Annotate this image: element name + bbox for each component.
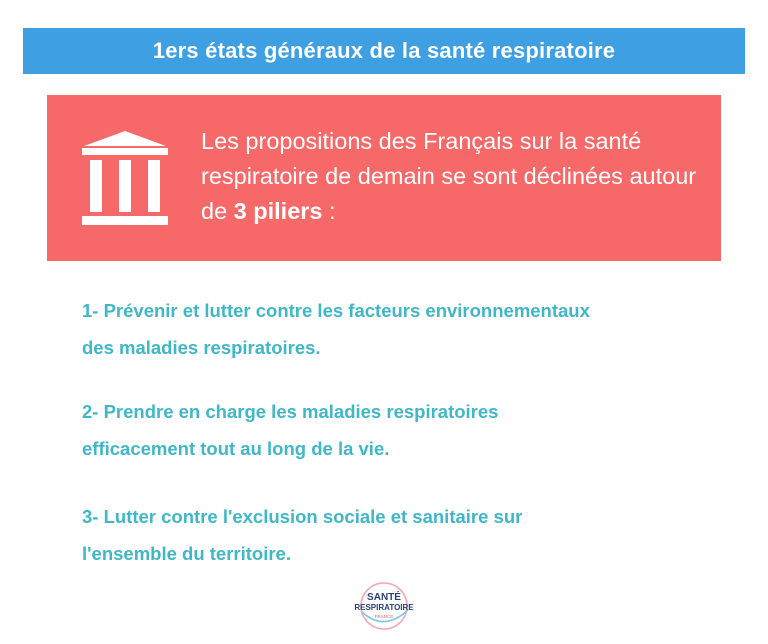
intro-text	[201, 124, 701, 229]
logo-line-1: SANTÉ	[367, 592, 401, 603]
pillar-1-line-1: 1- Prévenir et lutter contre les facteurs environnementaux	[82, 300, 590, 321]
pillar-2-line-1: 2- Prendre en charge les maladies respiratoires	[82, 401, 499, 422]
intro-highlight: 3 piliers	[233, 198, 323, 224]
page-title: 1ers états généraux de la santé respiratoire	[152, 38, 616, 63]
logo-line-3: FRANCE	[374, 614, 394, 619]
sante-respiratoire-logo	[350, 580, 418, 632]
logo-line-2: RESPIRATOIRE	[354, 603, 414, 612]
pillar-3	[82, 498, 722, 572]
intro-text-before: Les propositions des Français sur la santé respiratoire de demain se sont déclinées autour de	[201, 128, 697, 224]
intro-text-after: :	[322, 198, 336, 224]
temple-icon	[80, 131, 170, 227]
pillar-3-line-1: 3- Lutter contre l'exclusion sociale et sanitaire sur	[82, 506, 523, 527]
pillar-1-line-2: des maladies respiratoires.	[82, 337, 321, 358]
pillar-2	[82, 393, 722, 467]
pillar-2-line-2: efficacement tout au long de la vie.	[82, 438, 390, 459]
title-banner	[23, 28, 745, 74]
pillar-3-line-2: l'ensemble du territoire.	[82, 543, 291, 564]
pillar-1	[82, 292, 722, 366]
